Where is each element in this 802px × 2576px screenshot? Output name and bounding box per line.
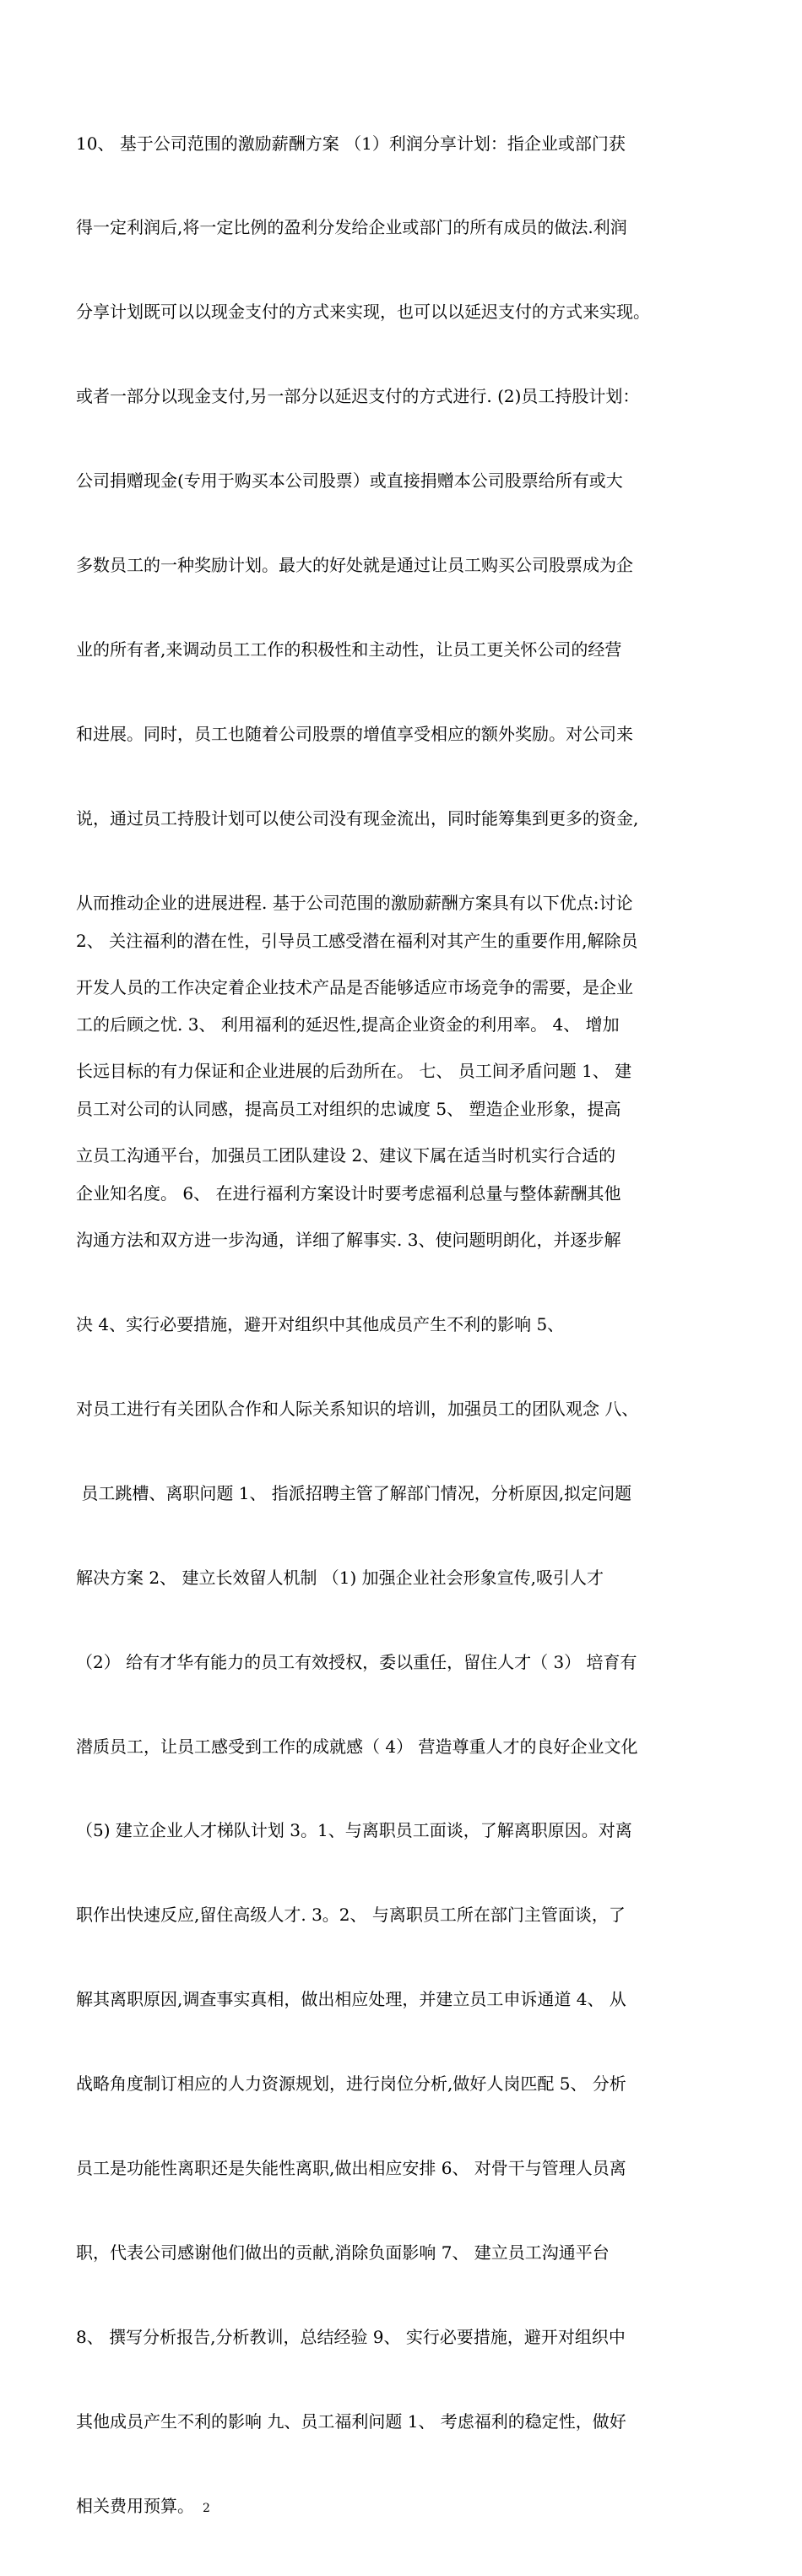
text-line: 员工跳槽、离职问题 1、 指派招聘主管了解部门情况，分析原因,拟定问题 (76, 1482, 632, 1503)
text-line: 工的后顾之忧. 3、 利用福利的延迟性,提高企业资金的利用率。 4、 增加 (76, 1014, 620, 1035)
text-line: 员工是功能性离职还是失能性离职,做出相应安排 6、 对骨干与管理人员离 (76, 2157, 626, 2178)
text-line: 立员工沟通平台，加强员工团队建设 2、建议下属在适当时机实行合适的 (76, 1145, 616, 1166)
text-line: 职，代表公司感谢他们做出的贡献,消除负面影响 7、 建立员工沟通平台 (76, 2242, 610, 2263)
text-line: 或者一部分以现金支付,另一部分以延迟支付的方式进行. (2)员工持股计划： (76, 386, 640, 407)
text-line: 企业知名度。 6、 在进行福利方案设计时要考虑福利总量与整体薪酬其他 (76, 1183, 621, 1204)
text-line: 决 4、实行必要措施，避开对组织中其他成员产生不利的影响 5、 (76, 1314, 565, 1335)
text-line: 业的所有者,来调动员工工作的积极性和主动性，让员工更关怀公司的经营 (76, 639, 622, 660)
text-line: 其他成员产生不利的影响 九、员工福利问题 1、 考虑福利的稳定性，做好 (76, 2410, 626, 2432)
text-line: 战略角度制订相应的人力资源规划，进行岗位分析,做好人岗匹配 5、 分析 (76, 2073, 626, 2095)
text-line: 分享计划既可以以现金支付的方式来实现，也可以以延迟支付的方式来实现。 (76, 302, 650, 323)
text-line: 和进展。同时，员工也随着公司股票的增值享受相应的额外奖励。对公司来 (76, 723, 633, 744)
text-line: （5) 建立企业人才梯队计划 3。1、与离职员工面谈，了解离职原因。对离 (76, 1820, 632, 1841)
paragraph-welfare (76, 871, 734, 1264)
text-line: 对员工进行有关团队合作和人际关系知识的培训，加强员工的团队观念 八、 (76, 1398, 639, 1419)
text-line: （2） 给有才华有能力的员工有效授权，委以重任，留住人才（ 3） 培育有 (76, 1651, 637, 1672)
text-line: 得一定利润后,将一定比例的盈利分发给企业或部门的所有成员的做法.利润 (76, 217, 627, 238)
text-line: 10、 基于公司范围的激励薪酬方案 （1）利润分享计划：指企业或部门获 (76, 133, 626, 154)
page-number: 2 (203, 2501, 210, 2515)
last-line-text: 相关费用预算。 (76, 2495, 194, 2516)
text-line: 解其离职原因,调查事实真相，做出相应处理，并建立员工申诉通道 4、 从 (76, 1989, 626, 2010)
text-line: 从而推动企业的进展进程. 基于公司范围的激励薪酬方案具有以下优点:讨论 (76, 892, 633, 913)
text-line-last (76, 2492, 734, 2520)
text-line: 说，通过员工持股计划可以使公司没有现金流出，同时能筹集到更多的资金, (76, 807, 639, 829)
text-line: 解决方案 2、 建立长效留人机制 （1) 加强企业社会形象宣传,吸引人才 (76, 1567, 604, 1588)
text-line: 员工对公司的认同感，提高员工对组织的忠诚度 5、 塑造企业形象，提高 (76, 1099, 621, 1120)
text-line: 长远目标的有力保证和企业进展的后劲所在。 七、 员工间矛盾问题 1、 建 (76, 1061, 632, 1082)
text-line: 沟通方法和双方进一步沟通，详细了解事实. 3、使问题明朗化，并逐步解 (76, 1230, 621, 1251)
text-line: 2、 关注福利的潜在性，引导员工感受潜在福利对其产生的重要作用,解除员 (76, 930, 638, 951)
paragraph-incentive-and-retention (76, 73, 734, 2576)
text-line: 8、 撰写分析报告,分析教训，总结经验 9、 实行必要措施，避开对组织中 (76, 2326, 626, 2347)
text-line: 公司捐赠现金(专用于购买本公司股票）或直接捐赠本公司股票给所有或大 (76, 470, 623, 492)
text-line: 职作出快速反应,留住高级人才. 3。2、 与离职员工所在部门主管面谈，了 (76, 1905, 626, 1926)
text-line: 潜质员工，让员工感受到工作的成就感（ 4） 营造尊重人才的良好企业文化 (76, 1736, 638, 1757)
text-line: 多数员工的一种奖励计划。最大的好处就是通过让员工购买公司股票成为企 (76, 555, 633, 576)
text-line: 开发人员的工作决定着企业技术产品是否能够适应市场竞争的需要，是企业 (76, 976, 633, 997)
